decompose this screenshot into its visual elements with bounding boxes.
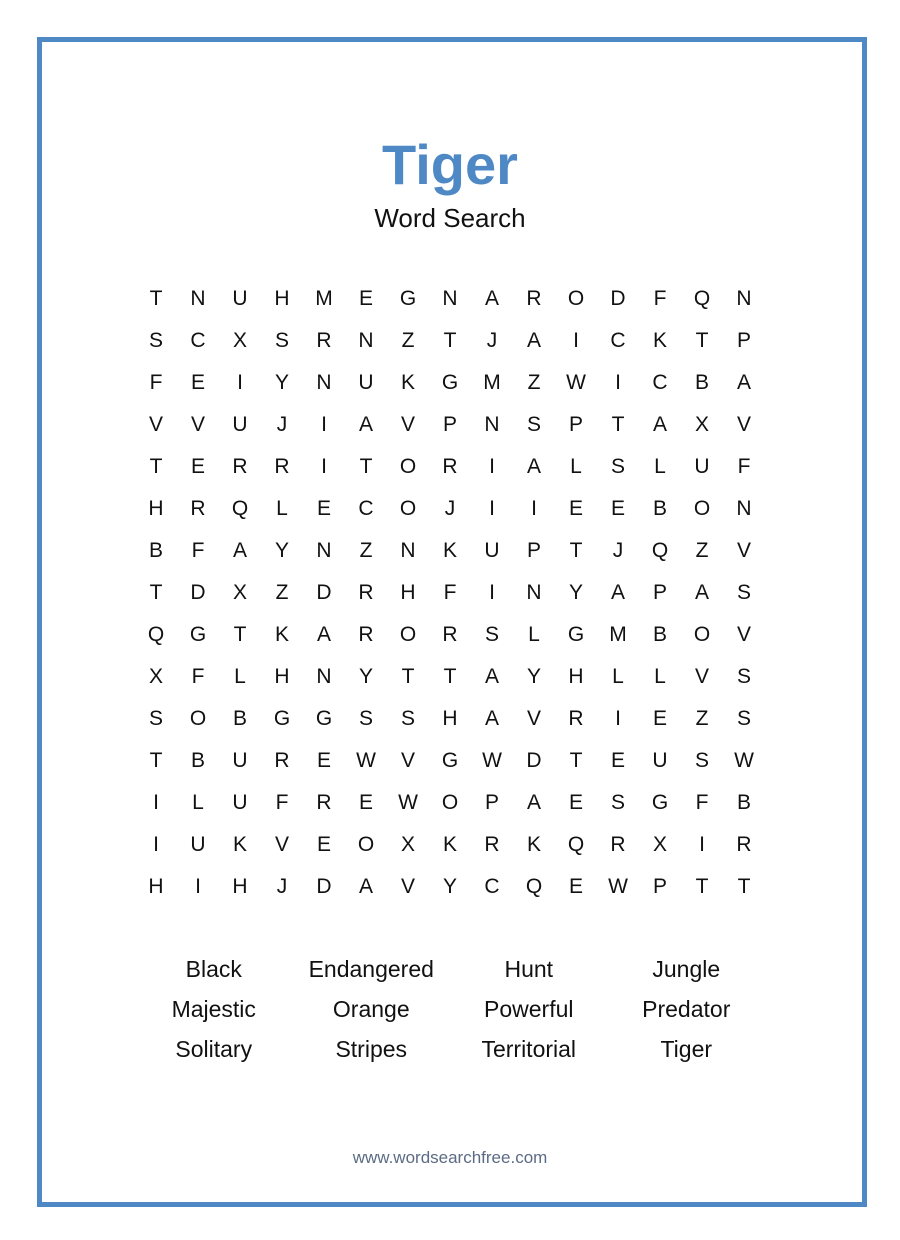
grid-letter[interactable]: W	[398, 791, 418, 814]
grid-letter[interactable]: T	[401, 665, 415, 688]
grid-letter[interactable]: J	[276, 413, 288, 436]
grid-letter[interactable]: L	[234, 665, 246, 688]
grid-letter[interactable]: L	[612, 665, 624, 688]
word-list-item: Jungle	[652, 955, 721, 982]
grid-letter[interactable]: U	[190, 833, 206, 856]
word-list-item: Powerful	[484, 995, 574, 1022]
grid-letter[interactable]: I	[237, 371, 243, 394]
grid-letter[interactable]: L	[654, 665, 666, 688]
grid-letter[interactable]: A	[526, 329, 541, 352]
grid-letter[interactable]: O	[441, 791, 459, 814]
grid-letter[interactable]: K	[232, 833, 247, 856]
grid-letter[interactable]: O	[189, 707, 207, 730]
grid-letter[interactable]: T	[611, 413, 625, 436]
word-list-item: Tiger	[660, 1035, 713, 1062]
grid-letter[interactable]: L	[654, 455, 666, 478]
grid-letter[interactable]: E	[610, 749, 625, 772]
grid-letter[interactable]: C	[652, 371, 668, 394]
grid-letter[interactable]: X	[400, 833, 415, 856]
grid-letter[interactable]: B	[736, 791, 751, 814]
grid-letter[interactable]: H	[400, 581, 416, 604]
grid-letter[interactable]: W	[482, 749, 502, 772]
grid-letter[interactable]: T	[737, 875, 751, 898]
grid-letter[interactable]: P	[652, 875, 667, 898]
grid-letter[interactable]: B	[652, 497, 667, 520]
grid-letter[interactable]: H	[148, 875, 164, 898]
grid-letter[interactable]: Q	[651, 539, 669, 562]
grid-letter[interactable]: T	[443, 665, 457, 688]
grid-letter[interactable]: N	[358, 329, 374, 352]
grid-letter[interactable]: U	[232, 413, 248, 436]
grid-letter[interactable]: G	[441, 749, 459, 772]
grid-letter[interactable]: U	[484, 539, 500, 562]
grid-letter[interactable]: R	[316, 329, 332, 352]
grid-letter[interactable]: N	[190, 287, 206, 310]
grid-letter[interactable]: F	[653, 287, 667, 310]
grid-letter[interactable]: N	[316, 539, 332, 562]
grid-letter[interactable]: F	[695, 791, 709, 814]
grid-letter[interactable]: A	[736, 371, 751, 394]
grid-letter[interactable]: B	[232, 707, 247, 730]
grid-letter[interactable]: W	[734, 749, 754, 772]
grid-letter[interactable]: E	[190, 371, 205, 394]
grid-letter[interactable]: E	[316, 497, 331, 520]
grid-letter[interactable]: B	[148, 539, 163, 562]
grid-letter[interactable]: R	[274, 455, 290, 478]
grid-letter[interactable]: A	[358, 413, 373, 436]
grid-letter[interactable]: S	[736, 707, 751, 730]
grid-letter[interactable]: D	[190, 581, 206, 604]
grid-letter[interactable]: E	[358, 287, 373, 310]
grid-letter[interactable]: R	[274, 749, 290, 772]
grid-letter[interactable]: X	[232, 581, 247, 604]
grid-letter[interactable]: S	[484, 623, 499, 646]
grid-letter[interactable]: A	[526, 791, 541, 814]
grid-letter[interactable]: S	[358, 707, 373, 730]
grid-letter[interactable]: U	[232, 287, 248, 310]
grid-letter[interactable]: U	[652, 749, 668, 772]
grid-letter[interactable]: I	[321, 413, 327, 436]
grid-letter[interactable]: Z	[401, 329, 415, 352]
grid-letter[interactable]: W	[356, 749, 376, 772]
grid-letter[interactable]: Z	[695, 539, 709, 562]
grid-letter[interactable]: M	[315, 287, 333, 310]
grid-letter[interactable]: F	[149, 371, 163, 394]
grid-letter[interactable]: A	[526, 455, 541, 478]
grid-letter[interactable]: G	[441, 371, 459, 394]
grid-letter[interactable]: V	[736, 413, 751, 436]
word-list-item: Orange	[332, 995, 410, 1022]
grid-letter[interactable]: V	[400, 875, 415, 898]
grid-letter[interactable]: T	[359, 455, 373, 478]
grid-letter[interactable]: R	[484, 833, 500, 856]
grid-letter[interactable]: T	[695, 875, 709, 898]
grid-letter[interactable]: P	[526, 539, 541, 562]
grid-letter[interactable]: R	[526, 287, 542, 310]
grid-letter[interactable]: M	[483, 371, 501, 394]
grid-letter[interactable]: O	[399, 497, 417, 520]
grid-letter[interactable]: W	[566, 371, 586, 394]
grid-letter[interactable]: I	[615, 371, 621, 394]
grid-letter[interactable]: N	[736, 497, 752, 520]
grid-letter[interactable]: G	[399, 287, 417, 310]
grid-letter[interactable]: I	[153, 833, 159, 856]
grid-letter[interactable]: I	[615, 707, 621, 730]
grid-letter[interactable]: C	[358, 497, 374, 520]
grid-letter[interactable]: A	[358, 875, 373, 898]
grid-letter[interactable]: S	[736, 581, 751, 604]
page-subtitle: Word Search	[374, 203, 526, 233]
grid-letter[interactable]: F	[737, 455, 751, 478]
grid-letter[interactable]: D	[316, 581, 332, 604]
grid-letter[interactable]: U	[694, 455, 710, 478]
grid-letter[interactable]: I	[489, 581, 495, 604]
grid-letter[interactable]: G	[651, 791, 669, 814]
grid-letter[interactable]: F	[275, 791, 289, 814]
grid-letter[interactable]: F	[443, 581, 457, 604]
grid-letter[interactable]: C	[190, 329, 206, 352]
grid-letter[interactable]: V	[274, 833, 289, 856]
grid-letter[interactable]: B	[652, 623, 667, 646]
grid-letter[interactable]: I	[195, 875, 201, 898]
grid-letter[interactable]: E	[316, 833, 331, 856]
grid-letter[interactable]: S	[148, 707, 163, 730]
grid-letter[interactable]: X	[148, 665, 163, 688]
grid-letter[interactable]: X	[652, 833, 667, 856]
grid-letter[interactable]: D	[316, 875, 332, 898]
grid-letter[interactable]: T	[149, 581, 163, 604]
grid-letter[interactable]: V	[148, 413, 163, 436]
grid-letter[interactable]: A	[484, 665, 499, 688]
grid-letter[interactable]: O	[399, 623, 417, 646]
grid-letter[interactable]: R	[610, 833, 626, 856]
word-list-item: Black	[185, 955, 242, 982]
word-list-item: Endangered	[308, 955, 434, 982]
grid-letter[interactable]: O	[399, 455, 417, 478]
word-list-item: Majestic	[171, 995, 256, 1022]
grid-letter[interactable]: R	[190, 497, 206, 520]
grid-letter[interactable]: T	[695, 329, 709, 352]
grid-letter[interactable]: I	[531, 497, 537, 520]
word-list-item: Hunt	[504, 955, 554, 982]
grid-letter[interactable]: G	[567, 623, 585, 646]
grid-letter[interactable]: S	[148, 329, 163, 352]
grid-letter[interactable]: T	[569, 749, 583, 772]
grid-letter[interactable]: Y	[358, 665, 373, 688]
grid-letter[interactable]: O	[357, 833, 375, 856]
grid-letter[interactable]: P	[484, 791, 499, 814]
grid-letter[interactable]: U	[232, 791, 248, 814]
grid-letter[interactable]: A	[652, 413, 667, 436]
grid-letter[interactable]: T	[569, 539, 583, 562]
grid-letter[interactable]: S	[610, 455, 625, 478]
grid-letter[interactable]: E	[568, 791, 583, 814]
word-list-item: Territorial	[481, 1035, 577, 1062]
grid-letter[interactable]: E	[568, 875, 583, 898]
grid-letter[interactable]: D	[526, 749, 542, 772]
grid-letter[interactable]: L	[192, 791, 204, 814]
grid-letter[interactable]: Q	[147, 623, 165, 646]
grid-letter[interactable]: Q	[693, 287, 711, 310]
grid-letter[interactable]: N	[400, 539, 416, 562]
grid-letter[interactable]: R	[232, 455, 248, 478]
grid-letter[interactable]: M	[609, 623, 627, 646]
grid-letter[interactable]: O	[693, 497, 711, 520]
grid-letter[interactable]: X	[694, 413, 709, 436]
grid-letter[interactable]: I	[699, 833, 705, 856]
grid-letter[interactable]: Y	[568, 581, 583, 604]
grid-letter[interactable]: E	[610, 497, 625, 520]
grid-letter[interactable]: V	[736, 539, 751, 562]
grid-letter[interactable]: A	[316, 623, 331, 646]
grid-letter[interactable]: P	[442, 413, 457, 436]
grid-letter[interactable]: Z	[695, 707, 709, 730]
grid-letter[interactable]: I	[321, 455, 327, 478]
grid-letter[interactable]: A	[232, 539, 247, 562]
grid-letter[interactable]: N	[442, 287, 458, 310]
grid-letter[interactable]: J	[276, 875, 288, 898]
grid-letter[interactable]: A	[610, 581, 625, 604]
letter-grid	[135, 278, 765, 908]
grid-letter[interactable]: R	[442, 455, 458, 478]
grid-letter[interactable]: L	[570, 455, 582, 478]
page-title: Tiger	[382, 133, 518, 196]
word-list-item: Predator	[642, 995, 731, 1022]
grid-letter[interactable]: G	[273, 707, 291, 730]
grid-letter[interactable]: N	[316, 371, 332, 394]
grid-letter[interactable]: F	[191, 539, 205, 562]
grid-letter[interactable]: H	[274, 665, 290, 688]
grid-letter[interactable]: K	[400, 371, 415, 394]
grid-letter[interactable]: B	[694, 371, 709, 394]
grid-letter[interactable]: X	[232, 329, 247, 352]
grid-letter[interactable]: P	[736, 329, 751, 352]
grid-letter[interactable]: R	[568, 707, 584, 730]
grid-letter[interactable]: G	[315, 707, 333, 730]
grid-letter[interactable]: L	[528, 623, 540, 646]
word-list-item: Stripes	[335, 1035, 408, 1062]
grid-letter[interactable]: R	[442, 623, 458, 646]
grid-letter[interactable]: A	[484, 707, 499, 730]
grid-letter[interactable]: Y	[274, 539, 289, 562]
grid-letter[interactable]: V	[400, 749, 415, 772]
grid-letter[interactable]: S	[274, 329, 289, 352]
grid-letter[interactable]: N	[316, 665, 332, 688]
grid-letter[interactable]: L	[276, 497, 288, 520]
grid-letter[interactable]: O	[693, 623, 711, 646]
grid-letter[interactable]: F	[191, 665, 205, 688]
grid-letter[interactable]: Z	[527, 371, 541, 394]
grid-letter[interactable]: S	[694, 749, 709, 772]
grid-letter[interactable]: V	[526, 707, 541, 730]
grid-letter[interactable]: K	[526, 833, 541, 856]
grid-letter[interactable]: E	[652, 707, 667, 730]
grid-letter[interactable]: I	[489, 497, 495, 520]
grid-letter[interactable]: T	[149, 287, 163, 310]
grid-letter[interactable]: Q	[525, 875, 543, 898]
grid-letter[interactable]: E	[316, 749, 331, 772]
word-list-item: Solitary	[175, 1035, 253, 1062]
grid-letter[interactable]: K	[442, 833, 457, 856]
grid-letter[interactable]: I	[573, 329, 579, 352]
grid-letter[interactable]: N	[484, 413, 500, 436]
grid-letter[interactable]: E	[358, 791, 373, 814]
grid-letter[interactable]: Q	[231, 497, 249, 520]
grid-letter[interactable]: H	[232, 875, 248, 898]
grid-letter[interactable]: S	[526, 413, 541, 436]
grid-letter[interactable]: G	[189, 623, 207, 646]
grid-letter[interactable]: K	[442, 539, 457, 562]
grid-letter[interactable]: Y	[442, 875, 457, 898]
grid-letter[interactable]: V	[190, 413, 205, 436]
grid-letter[interactable]: T	[443, 329, 457, 352]
grid-letter[interactable]: N	[526, 581, 542, 604]
grid-letter[interactable]: Y	[274, 371, 289, 394]
grid-letter[interactable]: U	[358, 371, 374, 394]
grid-letter[interactable]: S	[400, 707, 415, 730]
grid-letter[interactable]: I	[489, 455, 495, 478]
grid-letter[interactable]: B	[190, 749, 205, 772]
grid-letter[interactable]: S	[610, 791, 625, 814]
grid-letter[interactable]: T	[149, 455, 163, 478]
grid-letter[interactable]: A	[694, 581, 709, 604]
grid-letter[interactable]: J	[612, 539, 624, 562]
grid-letter[interactable]: V	[400, 413, 415, 436]
grid-letter[interactable]: W	[608, 875, 628, 898]
grid-letter[interactable]: E	[568, 497, 583, 520]
grid-letter[interactable]: O	[567, 287, 585, 310]
grid-letter[interactable]: P	[568, 413, 583, 436]
grid-letter[interactable]: U	[232, 749, 248, 772]
grid-letter[interactable]: T	[149, 749, 163, 772]
grid-letter[interactable]: C	[610, 329, 626, 352]
grid-letter[interactable]: H	[442, 707, 458, 730]
grid-letter[interactable]: Z	[275, 581, 289, 604]
grid-letter[interactable]: V	[736, 623, 751, 646]
grid-letter[interactable]: J	[444, 497, 456, 520]
grid-letter[interactable]: D	[610, 287, 626, 310]
word-list	[135, 949, 765, 1069]
grid-letter[interactable]: R	[358, 581, 374, 604]
grid-letter[interactable]: C	[484, 875, 500, 898]
grid-letter[interactable]: Q	[567, 833, 585, 856]
grid-letter[interactable]: E	[190, 455, 205, 478]
grid-letter[interactable]: S	[736, 665, 751, 688]
grid-letter[interactable]: Z	[359, 539, 373, 562]
grid-letter[interactable]: P	[652, 581, 667, 604]
grid-letter[interactable]: H	[148, 497, 164, 520]
grid-letter[interactable]: Y	[526, 665, 541, 688]
grid-letter[interactable]: A	[484, 287, 499, 310]
grid-letter[interactable]: T	[233, 623, 247, 646]
grid-letter[interactable]: I	[153, 791, 159, 814]
grid-letter[interactable]: H	[274, 287, 290, 310]
grid-letter[interactable]: J	[486, 329, 498, 352]
grid-letter[interactable]: R	[316, 791, 332, 814]
grid-letter[interactable]: R	[358, 623, 374, 646]
grid-letter[interactable]: K	[652, 329, 667, 352]
grid-letter[interactable]: H	[568, 665, 584, 688]
footer-url[interactable]: www.wordsearchfree.com	[352, 1148, 548, 1167]
grid-letter[interactable]: V	[694, 665, 709, 688]
grid-letter[interactable]: R	[736, 833, 752, 856]
grid-letter[interactable]: K	[274, 623, 289, 646]
grid-letter[interactable]: N	[736, 287, 752, 310]
